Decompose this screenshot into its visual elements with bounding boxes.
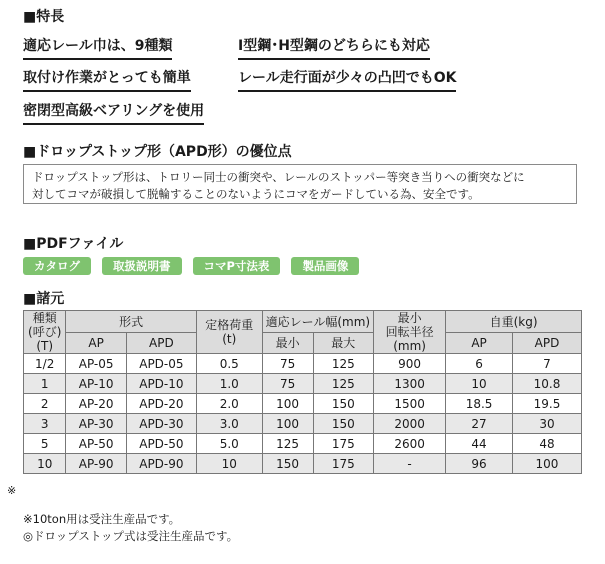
cell-radius: 1300 — [374, 374, 446, 394]
header-load-line1: 定格荷重 — [205, 318, 254, 332]
cell-type: 1/2 — [24, 354, 66, 374]
table-row — [24, 434, 582, 454]
cell-rail-max: 175 — [313, 434, 373, 454]
cell-model-apd: APD-30 — [126, 414, 196, 434]
specs-title: ■諸元 — [23, 291, 65, 307]
cell-radius: 1500 — [374, 394, 446, 414]
feature-rail-width: 適応レール巾は、9種類 — [23, 35, 172, 60]
cell-weight-apd: 100 — [512, 454, 581, 474]
table-row — [24, 394, 582, 414]
cell-weight-apd: 7 — [512, 354, 581, 374]
cell-weight-apd: 10.8 — [512, 374, 581, 394]
header-type-line2: (呼び) — [28, 325, 62, 339]
header-radius-line3: (mm) — [393, 339, 426, 353]
cell-rail-min: 100 — [262, 414, 313, 434]
cell-weight-apd: 30 — [512, 414, 581, 434]
cell-type: 2 — [24, 394, 66, 414]
header-model: 形式 — [66, 311, 196, 333]
table-row — [24, 374, 582, 394]
header-rail-width: 適応レール幅(mm) — [262, 311, 373, 333]
table-row — [24, 454, 582, 474]
feature-bearing: 密閉型高級ベアリングを使用 — [23, 100, 204, 125]
cell-rail-min: 150 — [262, 454, 313, 474]
header-rail-max: 最大 — [313, 332, 373, 354]
catalog-button[interactable]: カタログ — [23, 257, 91, 275]
header-weight-ap: AP — [446, 332, 513, 354]
cell-load: 0.5 — [196, 354, 262, 374]
cell-model-ap: AP-90 — [66, 454, 126, 474]
cell-load: 2.0 — [196, 394, 262, 414]
cell-weight-ap: 27 — [446, 414, 513, 434]
apd-title: ■ドロップストップ形（APD形）の優位点 — [23, 144, 292, 160]
cell-weight-ap: 6 — [446, 354, 513, 374]
cell-weight-apd: 48 — [512, 434, 581, 454]
cell-rail-min: 100 — [262, 394, 313, 414]
header-type — [24, 311, 66, 354]
row-note-mark: ※ — [7, 484, 17, 497]
cell-model-ap: AP-10 — [66, 374, 126, 394]
cell-type: 1 — [24, 374, 66, 394]
header-weight: 自重(kg) — [446, 311, 582, 333]
apd-description — [23, 164, 577, 204]
cell-model-ap: AP-20 — [66, 394, 126, 414]
cell-weight-ap: 44 — [446, 434, 513, 454]
cell-load: 5.0 — [196, 434, 262, 454]
cell-rail-min: 75 — [262, 354, 313, 374]
cell-rail-max: 150 — [313, 394, 373, 414]
cell-radius: 2000 — [374, 414, 446, 434]
cell-model-apd: APD-10 — [126, 374, 196, 394]
cell-rail-max: 175 — [313, 454, 373, 474]
cell-rail-max: 125 — [313, 374, 373, 394]
manual-button[interactable]: 取扱説明書 — [102, 257, 182, 275]
cell-rail-min: 75 — [262, 374, 313, 394]
header-type-line1: 種類 — [32, 311, 57, 325]
header-load — [196, 311, 262, 354]
cell-radius: - — [374, 454, 446, 474]
apd-description-line1: ドロップストップ形は、トロリー同士の衝突や、レールのストッパー等突き当りへの衝突などに — [32, 170, 525, 184]
cell-weight-apd: 19.5 — [512, 394, 581, 414]
header-weight-apd: APD — [512, 332, 581, 354]
header-type-line3: (T) — [36, 339, 54, 353]
cell-model-apd: APD-50 — [126, 434, 196, 454]
cell-model-apd: APD-20 — [126, 394, 196, 414]
cell-weight-ap: 10 — [446, 374, 513, 394]
footnote-dropstop: ◎ドロップストップ式は受注生産品です。 — [23, 529, 239, 543]
cell-model-ap: AP-30 — [66, 414, 126, 434]
koma-p-dimensions-button[interactable]: コマP寸法表 — [193, 257, 281, 275]
feature-uneven-rail: レール走行面が少々の凸凹でもOK — [238, 67, 456, 92]
spec-table — [23, 310, 582, 474]
cell-load: 3.0 — [196, 414, 262, 434]
cell-type: 5 — [24, 434, 66, 454]
footnote-10ton: ※10ton用は受注生産品です。 — [23, 512, 181, 526]
feature-easy-install: 取付け作業がとっても簡単 — [23, 67, 191, 92]
cell-type: 10 — [24, 454, 66, 474]
cell-radius: 2600 — [374, 434, 446, 454]
cell-model-apd: APD-05 — [126, 354, 196, 374]
header-model-apd: APD — [126, 332, 196, 354]
features-title: ■特長 — [23, 9, 65, 25]
cell-type: 3 — [24, 414, 66, 434]
pdf-title: ■PDFファイル — [23, 236, 124, 252]
cell-weight-ap: 96 — [446, 454, 513, 474]
header-model-ap: AP — [66, 332, 126, 354]
product-image-button[interactable]: 製品画像 — [291, 257, 359, 275]
cell-model-ap: AP-50 — [66, 434, 126, 454]
cell-model-ap: AP-05 — [66, 354, 126, 374]
cell-rail-max: 125 — [313, 354, 373, 374]
header-radius — [374, 311, 446, 354]
cell-load: 1.0 — [196, 374, 262, 394]
cell-rail-max: 150 — [313, 414, 373, 434]
apd-description-line2: 対してコマが破損して脱輪することのないようにコマをガードしている為、安全です。 — [32, 187, 480, 201]
pdf-button-group — [23, 257, 359, 275]
feature-beam-type: I型鋼･H型鋼のどちらにも対応 — [238, 35, 430, 60]
header-radius-line2: 回転半径 — [385, 325, 434, 339]
cell-rail-min: 125 — [262, 434, 313, 454]
table-row — [24, 354, 582, 374]
header-load-line2: (t) — [222, 332, 237, 346]
header-radius-line1: 最小 — [397, 311, 422, 325]
cell-weight-ap: 18.5 — [446, 394, 513, 414]
cell-load: 10 — [196, 454, 262, 474]
cell-model-apd: APD-90 — [126, 454, 196, 474]
header-rail-min: 最小 — [262, 332, 313, 354]
cell-radius: 900 — [374, 354, 446, 374]
table-row — [24, 414, 582, 434]
